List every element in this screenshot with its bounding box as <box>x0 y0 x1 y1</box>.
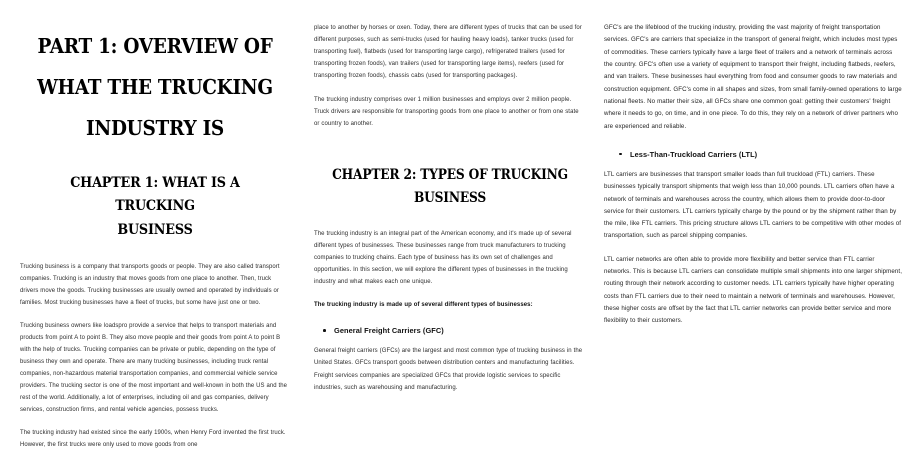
paragraph: The trucking industry comprises over 1 million businesses and employs over 2 million people. Truck drivers are responsible for transporting goods from one place to another or from one state or country to another. <box>314 96 579 127</box>
list-item: General Freight Carriers (GFC) <box>314 325 586 336</box>
part-title-line-1: PART 1: OVERVIEW OF <box>37 34 273 58</box>
part-title-line-3: INDUSTRY IS <box>85 116 224 141</box>
chapter-2-title-line-1: CHAPTER 2: TYPES OF TRUCKING <box>332 166 568 183</box>
paragraph: The trucking industry had existed since the early 1900s, when Henry Ford invented the first truck. However, the first trucks were only used to move goods from one <box>20 430 286 449</box>
text-column-1 <box>0 0 308 468</box>
chapter-1-title-line-2: BUSINESS <box>117 222 193 239</box>
paragraph: The trucking industry is an integral part of the American economy, and it's made up of several different types of businesses. These businesses range from truck manufacturers to trucking companies to trucking chains. Each type of business has its own set of challenges and opportunities. In this section, we will explore the different types of businesses in the trucking industry and what makes each one unique. <box>314 230 572 285</box>
bullet-list <box>314 325 586 336</box>
paragraph: LTL carrier networks are often able to provide more flexibility and better service than FTL carrier networks. This is because LTL carriers can consolidate multiple small shipments into one larger shipment, routing through their network according to customer needs. LTL carriers typically have higher operating costs than FTL carriers due to their need to maintain a network of terminals and warehouses. However, these higher costs are offset by the fact that LTL carrier networks can provide better service and more flexibility to their customers. <box>604 255 902 325</box>
chapter-2-title-line-2: BUSINESS <box>413 189 487 206</box>
text-column-2 <box>308 0 600 468</box>
section-lead-in: The trucking industry is made up of several different types of businesses: <box>314 302 533 309</box>
list-item: Less-Than-Truckload Carriers (LTL) <box>604 149 902 160</box>
paragraph: Trucking business owners like loadspro provide a service that helps to transport materials and products from point A to point B. They also move people and their goods from point A to point B with the help of trucks. Trucking companies can be private or public, depending on the type of business they own and operate. There are many trucking businesses, including truck rental companies, non-hazardous material transportation companies, and commercial vehicle service providers. The trucking sector is one of the most important and well-known in both the US and the rest of the world. Additionally, a lot of enterprises, including oil and gas companies, delivery services, construction firms, and rental vehicle agencies, possess trucks. <box>20 323 288 414</box>
paragraph: General freight carriers (GFCs) are the largest and most common type of trucking business in the United States. GFCs transport goods between distribution centers and manufacturing facilities. Freight services companies are specialized GFCs that provide logistic services to specific industries, such as warehousing and manufacturing. <box>314 348 583 391</box>
chapter-1-title-line-1: CHAPTER 1: WHAT IS A TRUCKING <box>70 174 240 215</box>
paragraph: GFC's are the lifeblood of the trucking industry, providing the vast majority of freight transportation services. GFC's are carriers that specialize in the transport of general freight, which includes most types of commodities. These carriers typically have a large fleet of trailers and a network of terminals across the country. GFC's often use a variety of equipment to transport their freight, including flatbeds, reefers, and van trailers. These businesses haul everything from food and consumer goods to raw materials and construction equipment. GFC's come in all shapes and sizes, from small family-owned operations to large national fleets. No matter their size, all GFCs share one common goal: getting their customers' freight where it needs to go, on time, and in one piece. To do this, they rely on a network of driver partners who are experienced and reliable. <box>604 24 902 130</box>
paragraph: place to another by horses or oxen. Today, there are different types of trucks that can be used for different purposes, such as semi-trucks (used for hauling heavy loads), tanker trucks (used for transporting fuel), flatbeds (used for transporting large cargo), refrigerated trailers (used for transporting frozen foods), van trailers (used for transporting large items), reefers (used for transporting frozen foods), chassis cabs (used for transporting packages). <box>314 25 582 80</box>
paragraph: Trucking business is a company that transports goods or people. They are also called transport companies. Trucking is an industry that moves goods from one place to another. Then, truck drivers move the goods. Trucking businesses are usually owned and operated by individuals or families. Most trucking businesses have a fleet of trucks, but some have just one or two. <box>20 264 280 307</box>
bullet-list <box>604 149 902 160</box>
paragraph: LTL carriers are businesses that transport smaller loads than full truckload (FTL) carriers. These businesses typically transport shipments that weigh less than 10,000 pounds. LTL carriers often have a network of terminals and warehouses across the country, which allows them to provide door-to-door service for their customers. LTL carriers typically charge by the pound or by the shipment rather than by the mile, like FTL carriers. This pricing structure allows LTL carriers to be competitive with other modes of transportation, such as parcel shipping companies. <box>604 170 902 240</box>
text-column-3 <box>600 0 920 468</box>
part-title-line-2: WHAT THE TRUCKING <box>37 75 273 100</box>
